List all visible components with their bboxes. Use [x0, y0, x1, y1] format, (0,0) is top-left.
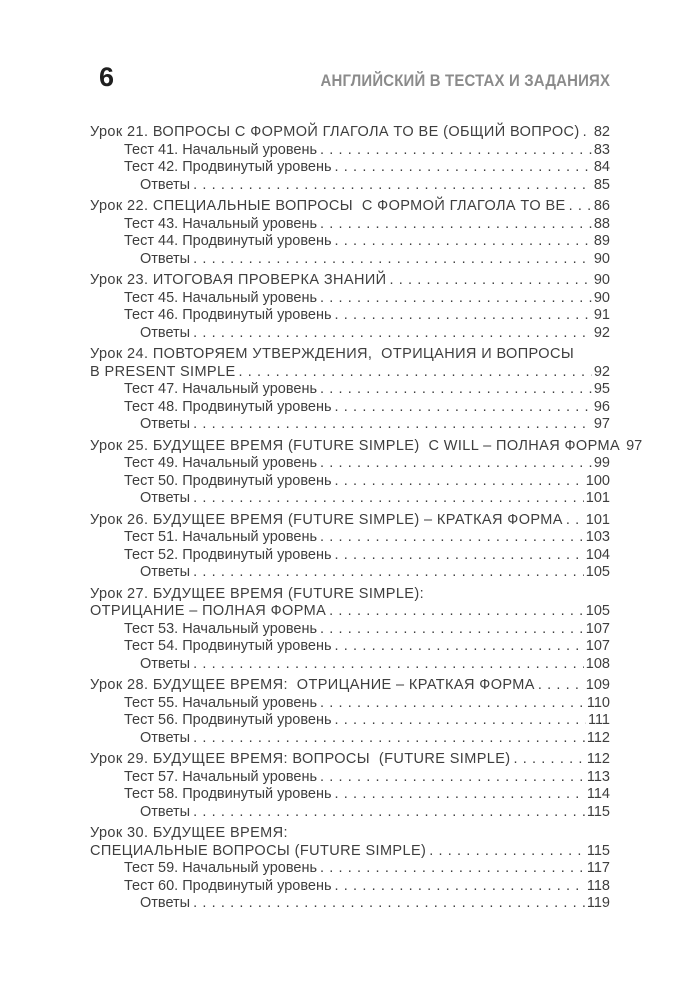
toc-answers-label: Ответы — [140, 655, 191, 672]
dot-leader — [332, 878, 585, 896]
toc-page-number: 95 — [593, 381, 610, 397]
toc-item-row — [90, 233, 610, 251]
toc-page-number: 118 — [586, 877, 610, 894]
toc-page-number: 90 — [593, 289, 610, 306]
toc-page-number: 97 — [593, 416, 610, 432]
toc-test-label: Тест 48. Продвинутый уровень — [124, 398, 332, 415]
toc-section — [90, 825, 610, 913]
toc-page-number: 84 — [593, 159, 610, 175]
toc-answers-label: Ответы — [140, 564, 191, 580]
toc-page-number: 96 — [593, 398, 610, 415]
toc-page-number: 92 — [593, 363, 610, 380]
toc-item-row — [90, 455, 610, 473]
toc-page-number: 112 — [586, 751, 610, 767]
toc-answers-label: Ответы — [140, 490, 191, 506]
dot-leader — [190, 177, 592, 195]
toc-page-number: 115 — [586, 842, 610, 859]
toc-page-number: 82 — [593, 124, 610, 140]
toc-page-number: 88 — [593, 215, 610, 232]
dot-leader — [332, 547, 584, 565]
dot-leader — [563, 512, 584, 530]
dot-leader — [332, 473, 584, 491]
toc-item-row — [90, 142, 610, 160]
toc-page-number: 104 — [585, 546, 610, 563]
toc-page-number: 119 — [586, 895, 610, 911]
toc-lesson-title-row — [90, 512, 610, 530]
toc-page-number: 107 — [585, 638, 610, 654]
toc-test-label: Тест 42. Продвинутый уровень — [124, 159, 332, 175]
toc-section — [90, 198, 610, 268]
toc-page-number: 101 — [585, 490, 610, 506]
toc-page-number: 112 — [586, 729, 610, 746]
toc-item-row — [90, 769, 610, 787]
toc-lesson-title: Урок 24. ПОВТОРЯЕМ УТВЕРЖДЕНИЯ, ОТРИЦАНИЯ И ВОПРОСЫ — [90, 346, 575, 362]
dot-leader — [326, 603, 584, 621]
toc-item-row — [90, 473, 610, 491]
dot-leader — [535, 677, 584, 695]
toc-page-number: 97 — [626, 437, 643, 454]
dot-leader — [332, 233, 592, 251]
folio-page-number: 6 — [99, 62, 115, 92]
dot-leader — [332, 712, 586, 730]
dot-leader — [317, 290, 592, 308]
dot-leader — [317, 142, 592, 160]
dot-leader — [317, 621, 584, 639]
toc-test-label: Тест 55. Начальный уровень — [124, 694, 318, 711]
toc-lesson-title: ОТРИЦАНИЕ – ПОЛНАЯ ФОРМА — [90, 603, 327, 619]
toc-page-number: 110 — [586, 694, 610, 711]
dot-leader — [317, 455, 592, 473]
dot-leader — [190, 804, 585, 822]
toc-test-label: Тест 49. Начальный уровень — [124, 455, 318, 471]
toc-test-label: Тест 43. Начальный уровень — [124, 215, 318, 232]
dot-leader — [317, 860, 585, 878]
toc-item-row — [90, 895, 610, 913]
toc-test-label: Тест 53. Начальный уровень — [124, 620, 318, 637]
toc-item-row — [90, 695, 610, 713]
toc-lesson-title: Урок 21. ВОПРОСЫ С ФОРМОЙ ГЛАГОЛА TO BE (ОБЩИЙ ВОПРОС) — [90, 124, 580, 140]
toc-page-number: 103 — [585, 529, 610, 545]
toc-section — [90, 677, 610, 747]
toc-page-number: 91 — [593, 307, 610, 323]
toc-test-label: Тест 46. Продвинутый уровень — [124, 307, 332, 323]
toc-item-row — [90, 529, 610, 547]
toc-lesson-title-row — [90, 603, 610, 621]
toc-test-label: Тест 51. Начальный уровень — [124, 529, 318, 545]
dot-leader — [317, 216, 592, 234]
toc-test-label: Тест 45. Начальный уровень — [124, 289, 318, 306]
toc-item-row — [90, 638, 610, 656]
toc-page-number: 90 — [593, 272, 610, 288]
dot-leader — [190, 490, 584, 508]
toc-lesson-title: Урок 29. БУДУЩЕЕ ВРЕМЯ: ВОПРОСЫ (FUTURE SIMPLE) — [90, 751, 511, 767]
toc-test-label: Тест 47. Начальный уровень — [124, 381, 318, 397]
dot-leader — [317, 769, 585, 787]
toc-page-number: 105 — [585, 603, 610, 619]
toc-section — [90, 586, 610, 674]
toc-lesson-title: В PRESENT SIMPLE — [90, 363, 236, 380]
toc-lesson-title-row — [90, 586, 610, 604]
toc-page-number: 99 — [593, 455, 610, 471]
toc-section — [90, 512, 610, 582]
toc-page-number: 114 — [586, 786, 610, 802]
toc-test-label: Тест 44. Продвинутый уровень — [124, 233, 332, 249]
dot-leader — [317, 529, 584, 547]
toc-page-number: 111 — [587, 712, 610, 728]
page-header — [90, 64, 610, 91]
toc-item-row — [90, 547, 610, 565]
toc-page-number: 100 — [585, 472, 610, 489]
dot-leader — [426, 843, 585, 861]
dot-leader — [317, 695, 585, 713]
toc-answers-label: Ответы — [140, 324, 191, 341]
toc-item-row — [90, 325, 610, 343]
toc-item-row — [90, 804, 610, 822]
toc-item-row — [90, 399, 610, 417]
toc-test-label: Тест 58. Продвинутый уровень — [124, 786, 332, 802]
dot-leader — [332, 638, 584, 656]
dot-leader — [190, 416, 592, 434]
toc-test-label: Тест 41. Начальный уровень — [124, 141, 318, 158]
toc-lesson-title: Урок 23. ИТОГОВАЯ ПРОВЕРКА ЗНАНИЙ — [90, 272, 387, 288]
running-title: АНГЛИЙСКИЙ В ТЕСТАХ И ЗАДАНИЯХ — [320, 71, 610, 90]
toc-lesson-title-row — [90, 346, 610, 364]
toc-lesson-title-row — [90, 843, 610, 861]
toc-lesson-title-row — [90, 364, 610, 382]
toc-test-label: Тест 57. Начальный уровень — [124, 768, 318, 785]
toc-lesson-title-row — [90, 825, 610, 843]
toc-test-label: Тест 60. Продвинутый уровень — [124, 877, 332, 894]
dot-leader — [620, 438, 624, 456]
dot-leader — [332, 159, 592, 177]
toc-lesson-title-row — [90, 198, 610, 216]
toc-item-row — [90, 878, 610, 896]
toc-item-row — [90, 490, 610, 508]
toc-lesson-title: Урок 28. БУДУЩЕЕ ВРЕМЯ: ОТРИЦАНИЕ – КРАТКАЯ ФОРМА — [90, 677, 535, 693]
toc-item-row — [90, 621, 610, 639]
toc-item-row — [90, 860, 610, 878]
dot-leader — [511, 751, 585, 769]
dot-leader — [332, 786, 585, 804]
toc-page-number: 86 — [593, 198, 610, 214]
toc-test-label: Тест 59. Начальный уровень — [124, 860, 318, 876]
dot-leader — [332, 307, 592, 325]
toc-page-number: 107 — [585, 620, 610, 637]
toc-item-row — [90, 730, 610, 748]
toc-page-number: 89 — [593, 233, 610, 249]
toc — [90, 124, 643, 913]
toc-page-number: 92 — [593, 324, 610, 341]
toc-page-number: 113 — [586, 768, 610, 785]
toc-answers-label: Ответы — [140, 250, 191, 267]
dot-leader — [236, 364, 592, 382]
toc-item-row — [90, 564, 610, 582]
toc-item-row — [90, 251, 610, 269]
toc-page-number: 90 — [593, 250, 610, 267]
toc-lesson-title: СПЕЦИАЛЬНЫЕ ВОПРОСЫ (FUTURE SIMPLE) — [90, 842, 427, 859]
dot-leader — [386, 272, 591, 290]
toc-item-row — [90, 290, 610, 308]
toc-section — [90, 346, 610, 434]
toc-answers-label: Ответы — [140, 729, 191, 746]
toc-item-row — [90, 159, 610, 177]
dot-leader — [190, 895, 585, 913]
toc-item-row — [90, 786, 610, 804]
toc-page-number: 105 — [585, 564, 610, 580]
dot-leader — [566, 198, 592, 216]
toc-test-label: Тест 50. Продвинутый уровень — [124, 472, 332, 489]
toc-item-row — [90, 656, 610, 674]
dot-leader — [190, 564, 584, 582]
toc-item-row — [90, 177, 610, 195]
toc-lesson-title: Урок 30. БУДУЩЕЕ ВРЕМЯ: — [90, 825, 288, 841]
toc-lesson-title-row — [90, 272, 610, 290]
dot-leader — [190, 730, 585, 748]
toc-item-row — [90, 307, 610, 325]
toc-item-row — [90, 416, 610, 434]
toc-page-number: 101 — [585, 511, 610, 528]
toc-item-row — [90, 712, 610, 730]
toc-section — [90, 751, 610, 821]
dot-leader — [332, 399, 592, 417]
toc-page-number: 83 — [593, 141, 610, 158]
toc-page-number: 108 — [585, 655, 610, 672]
toc-section — [90, 124, 610, 194]
toc-lesson-title-row — [90, 124, 610, 142]
dot-leader — [190, 656, 584, 674]
toc-lesson-title-row — [90, 437, 643, 456]
toc-page-number: 117 — [586, 860, 610, 876]
toc-lesson-title: Урок 27. БУДУЩЕЕ ВРЕМЯ (FUTURE SIMPLE): — [90, 585, 425, 602]
toc-item-row — [90, 381, 610, 399]
toc-page-number: 85 — [593, 176, 610, 193]
toc-page-number: 109 — [585, 677, 610, 693]
dot-leader — [190, 251, 592, 269]
dot-leader — [580, 124, 592, 142]
toc-lesson-title: Урок 25. БУДУЩЕЕ ВРЕМЯ (FUTURE SIMPLE) С WILL – ПОЛНАЯ ФОРМА — [90, 437, 621, 454]
dot-leader — [190, 325, 592, 343]
toc-answers-label: Ответы — [140, 895, 191, 911]
toc-test-label: Тест 56. Продвинутый уровень — [124, 712, 332, 728]
toc-lesson-title: Урок 22. СПЕЦИАЛЬНЫЕ ВОПРОСЫ С ФОРМОЙ ГЛАГОЛА TO BE — [90, 198, 566, 214]
toc-page-number: 115 — [586, 803, 610, 820]
toc-section — [90, 437, 643, 508]
dot-leader — [317, 381, 592, 399]
toc-answers-label: Ответы — [140, 803, 191, 820]
toc-test-label: Тест 54. Продвинутый уровень — [124, 638, 332, 654]
toc-answers-label: Ответы — [140, 416, 191, 432]
toc-lesson-title: Урок 26. БУДУЩЕЕ ВРЕМЯ (FUTURE SIMPLE) – КРАТКАЯ ФОРМА — [90, 511, 563, 528]
toc-lesson-title-row — [90, 751, 610, 769]
toc-test-label: Тест 52. Продвинутый уровень — [124, 546, 332, 563]
toc-section — [90, 272, 610, 342]
toc-item-row — [90, 216, 610, 234]
toc-answers-label: Ответы — [140, 176, 191, 193]
toc-lesson-title-row — [90, 677, 610, 695]
